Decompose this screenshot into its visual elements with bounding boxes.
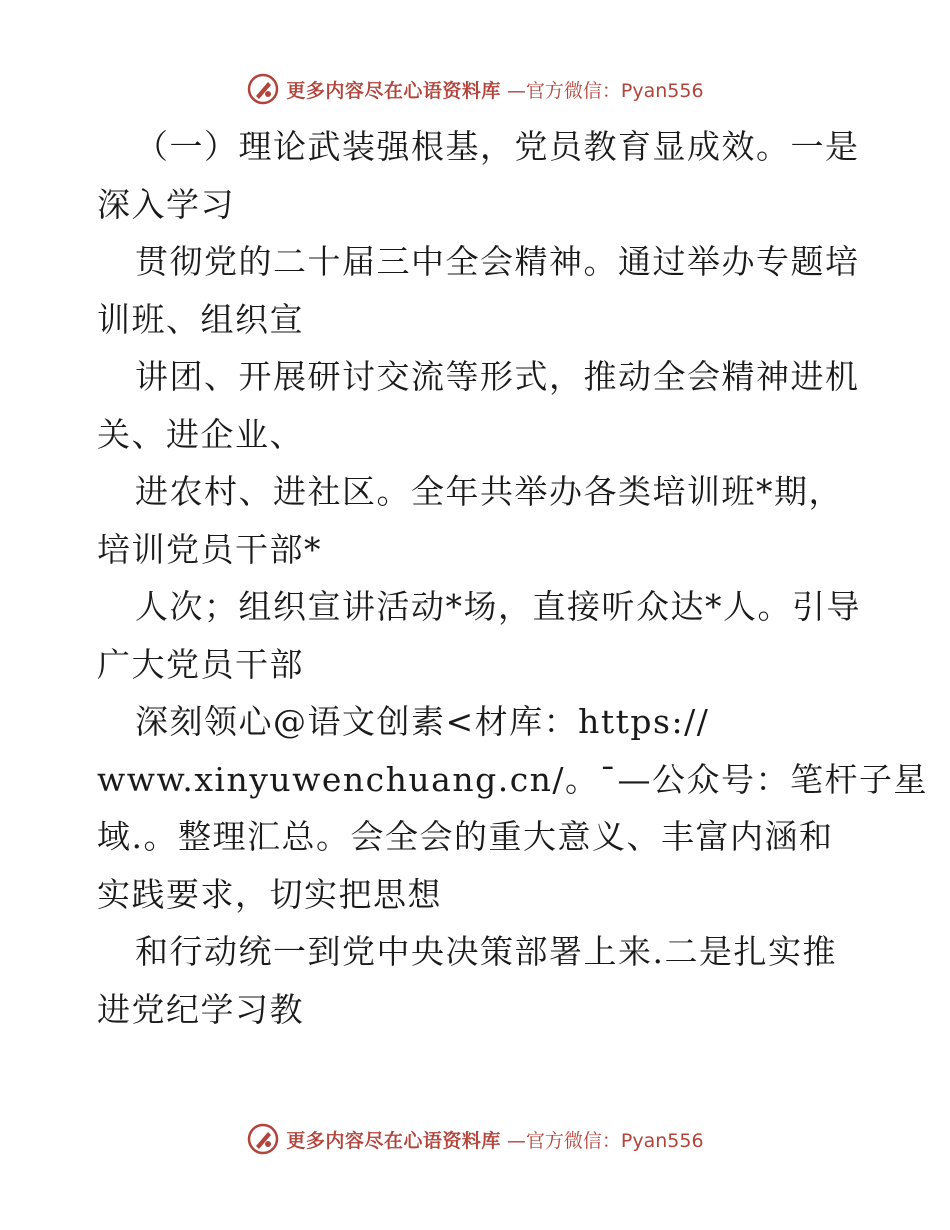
- text-line: 讲团、开展研讨交流等形式，推动全会精神进机: [135, 357, 860, 396]
- text-line: 人次；组织宣讲活动*场，直接听众达*人。引导: [135, 587, 861, 626]
- header-contact-text: —官方微信：Pyan556: [506, 79, 704, 102]
- text-line: www.xinyuwenchuang.cn/。¯—公众号：笔杆子星: [97, 759, 929, 799]
- text-line: 实践要求，切实把思想: [97, 874, 442, 914]
- text-line: 广大党员干部: [97, 644, 304, 684]
- text-line: 和行动统一到党中央决策部署上来.二是扎实推: [135, 932, 837, 971]
- text-line: 训班、组织宣: [97, 299, 304, 339]
- footer-watermark: [0, 1122, 950, 1156]
- footer-brand-text: 更多内容尽在心语资料库: [286, 1129, 501, 1152]
- text-line: 深刻领心@语文创素<材库：https://: [135, 702, 710, 741]
- text-line: 深入学习: [97, 184, 235, 224]
- text-line: 贯彻党的二十届三中全会精神。通过举办专题培: [135, 242, 860, 281]
- text-line: 进农村、进社区。全年共举办各类培训班*期，: [135, 472, 843, 511]
- text-line: 域.。整理汇总。会全会的重大意义、丰富内涵和: [97, 817, 834, 856]
- text-line: 关、进企业、: [97, 414, 304, 454]
- text-line: （一）理论武装强根基，党员教育显成效。一是: [135, 127, 860, 166]
- fountain-pen-logo-icon: [246, 72, 280, 106]
- header-watermark: [0, 72, 950, 106]
- text-line: 进党纪学习教: [97, 989, 304, 1029]
- header-brand-text: 更多内容尽在心语资料库: [286, 79, 501, 102]
- text-line: 培训党员干部*: [97, 529, 322, 569]
- document-body: [97, 118, 929, 1038]
- footer-contact-text: —官方微信：Pyan556: [506, 1129, 704, 1152]
- fountain-pen-logo-icon: [246, 1122, 280, 1156]
